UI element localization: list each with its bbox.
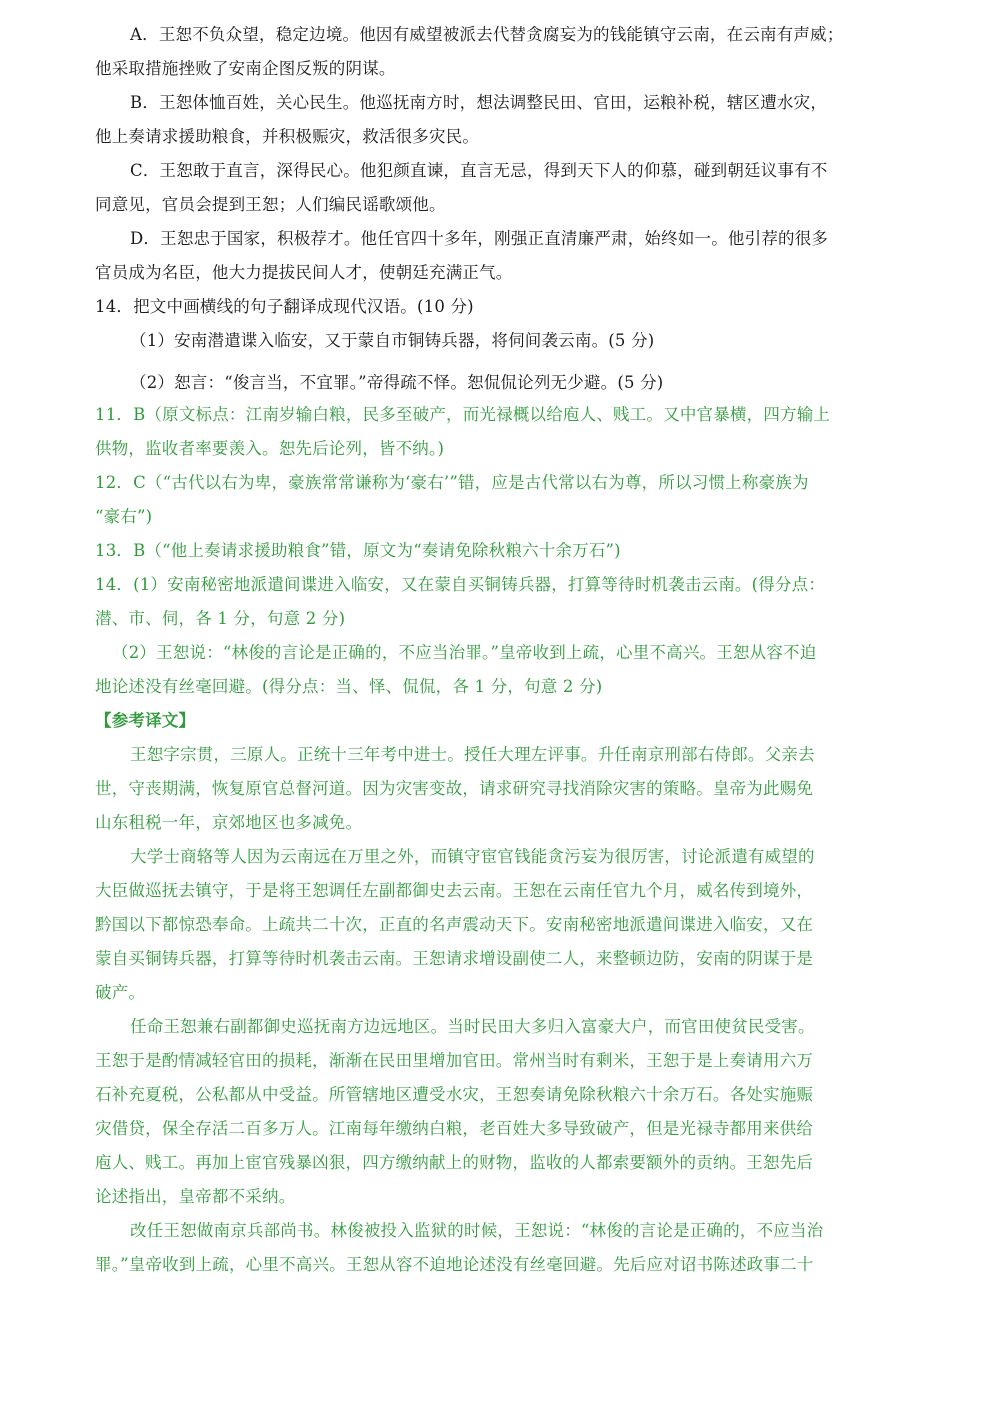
translation-p3-line-4: 灾借贷，保全存活二百多万人。江南每年缴纳白粮，老百姓大多导致破产，但是光禄寺都用来供给: [95, 1119, 814, 1138]
translation-p4-line-2: 罪。”皇帝收到上疏，心里不高兴。王恕从容不迫地论述没有丝毫回避。先后应对诏书陈述政事二十: [95, 1255, 814, 1274]
option-b-line-1: B．王恕体恤百姓，关心民生。他巡抚南方时，想法调整民田、官田，运粮补税，辖区遭水灾，: [130, 93, 828, 112]
translation-p2-line-3: 黔国以下都惊恐奉命。上疏共二十次，正直的名声震动天下。安南秘密地派遣间谍进入临安，又在: [95, 915, 814, 934]
translation-p3-line-6: 论述指出，皇帝都不采纳。: [95, 1187, 296, 1206]
answer-11-line-2: 供物，监收者率要羡入。恕先后论列，皆不纳。): [95, 439, 445, 458]
translation-p1-line-1: 王恕字宗贯，三原人。正统十三年考中进士。授任大理左评事。升任南京刑部右侍郎。父亲去: [130, 745, 815, 764]
translation-p4-line-1: 改任王恕做南京兵部尚书。林俊被投入监狱的时候，王恕说：“林俊的言论是正确的，不应当治: [130, 1221, 824, 1240]
answer-14-2-line-2: 地论述没有丝毫回避。(得分点：当、怿、侃侃，各 1 分，句意 2 分): [95, 677, 603, 696]
question-14-part-1: （1）安南潜遣谍入临安，又于蒙自市铜铸兵器，将伺间袭云南。(5 分): [130, 331, 655, 350]
question-14-part-2: （2）恕言：“俊言当，不宜罪。”帝得疏不怿。恕侃侃论列无少避。(5 分): [130, 373, 664, 392]
option-a-line-1: A．王恕不负众望，稳定边境。他因有威望被派去代替贪腐妄为的钱能镇守云南，在云南有声威；: [130, 25, 844, 44]
option-a-line-2: 他采取措施挫败了安南企图反叛的阴谋。: [95, 59, 396, 78]
translation-p2-line-4: 蒙自买铜铸兵器，打算等待时机袭击云南。王恕请求增设副使二人，来整顿边防，安南的阴谋于是: [95, 949, 814, 968]
answer-14-2-line-1: （2）王恕说：“林俊的言论是正确的，不应当治罪。”皇帝收到上疏，心里不高兴。王恕从容不迫: [112, 643, 817, 662]
translation-p2-line-5: 破产。: [95, 983, 146, 1002]
option-d-line-2: 官员成为名臣，他大力提拔民间人才，使朝廷充满正气。: [95, 263, 513, 282]
translation-p2-line-1: 大学士商辂等人因为云南远在万里之外，而镇守宦官钱能贪污妄为很厉害，讨论派遣有威望的: [130, 847, 815, 866]
answer-11-line-1: 11．B（原文标点：江南岁输白粮，民多至破产，而光禄概以给庖人、贱工。又中官暴横，四方输上: [95, 405, 831, 424]
translation-p3-line-2: 王恕于是酌情减轻官田的损耗，渐渐在民田里增加官田。常州当时有剩米，王恕于是上奏请用六万: [95, 1051, 814, 1070]
translation-p3-line-3: 石补充夏税，公私都从中受益。所管辖地区遭受水灾，王恕奏请免除秋粮六十余万石。各处实施赈: [95, 1085, 814, 1104]
option-b-line-2: 他上奏请求援助粮食，并积极赈灾，救活很多灾民。: [95, 127, 480, 146]
translation-p1-line-2: 世，守丧期满，恢复原官总督河道。因为灾害变故，请求研究寻找消除灾害的策略。皇帝为此赐免: [95, 779, 814, 798]
answer-14-1-line-2: 潜、市、伺，各 1 分，句意 2 分): [95, 609, 346, 628]
answer-13: 13．B（“他上奏请求援助粮食”错，原文为“奏请免除秋粮六十余万石”): [95, 541, 621, 560]
translation-p2-line-2: 大臣做巡抚去镇守，于是将王恕调任左副都御史去云南。王恕在云南任官九个月，威名传到境外，: [95, 881, 814, 900]
option-c-line-1: C．王恕敢于直言，深得民心。他犯颜直谏，直言无忌，得到天下人的仰慕，碰到朝廷议事有不: [130, 161, 828, 180]
translation-heading: 【参考译文】: [95, 711, 196, 730]
translation-p1-line-3: 山东租税一年，京郊地区也多减免。: [95, 813, 363, 832]
question-14: 14．把文中画横线的句子翻译成现代汉语。(10 分): [95, 297, 474, 316]
translation-p3-line-1: 任命王恕兼右副都御史巡抚南方边远地区。当时民田大多归入富豪大户，而官田使贫民受害。: [130, 1017, 815, 1036]
answer-14-1-line-1: 14．(1）安南秘密地派遣间谍进入临安，又在蒙自买铜铸兵器，打算等待时机袭击云南。(得分点：: [95, 575, 826, 594]
answer-12-line-2: “豪右”): [95, 507, 153, 526]
option-d-line-1: D．王恕忠于国家，积极荐才。他任官四十多年，刚强正直清廉严肃，始终如一。他引荐的很多: [130, 229, 829, 248]
translation-p3-line-5: 庖人、贱工。再加上宦官残暴凶狠，四方缴纳献上的财物，监收的人都索要额外的贡纳。王恕先后: [95, 1153, 814, 1172]
answer-12-line-1: 12．C（“古代以右为卑，豪族常常谦称为‘豪右’”错，应是古代常以右为尊，所以习惯上称豪族为: [95, 473, 809, 492]
option-c-line-2: 同意见，官员会提到王恕；人们编民谣歌颂他。: [95, 195, 446, 214]
